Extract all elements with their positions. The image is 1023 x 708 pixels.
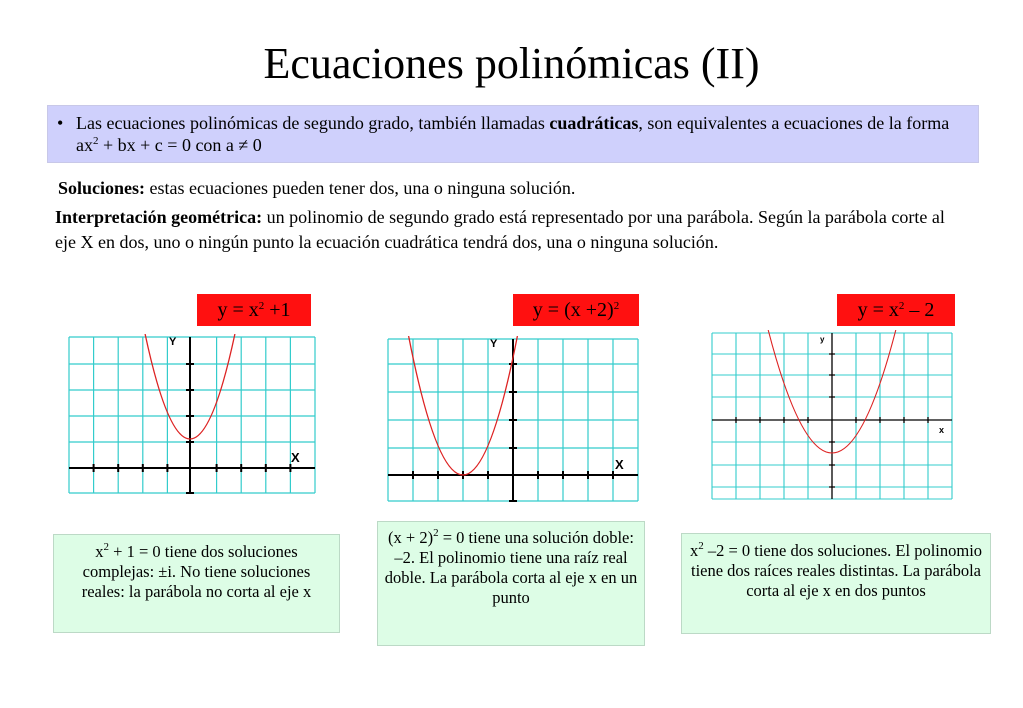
graph-3-caption-a: x	[689, 541, 699, 560]
graph-1-plot	[66, 334, 318, 496]
graph-2-plot	[385, 336, 641, 504]
definition-text-b: , son equivalentes a ecuaciones de la forma ax	[76, 113, 950, 155]
graph-3-equation-label	[837, 294, 955, 326]
solutions-text: estas ecuaciones pueden tener dos, una o ninguna solución.	[145, 178, 576, 198]
graph-2-x-axis-label: X	[615, 457, 624, 472]
graph-1-label-exponent: 2	[258, 300, 265, 312]
graph-3-caption-exponent: 2	[698, 540, 704, 552]
page-title: Ecuaciones polinómicas (II)	[263, 39, 760, 88]
graph-2-label-exponent: 2	[613, 300, 620, 312]
solutions-line	[58, 177, 958, 199]
solutions-label: Soluciones:	[58, 178, 146, 198]
bullet-marker: •	[57, 113, 64, 133]
interpretation-label: Interpretación geométrica:	[55, 207, 263, 227]
graph-2-caption-exponent: 2	[433, 527, 439, 539]
definition-text	[76, 112, 956, 156]
graph-1-caption-a: x	[95, 542, 104, 561]
graph-3-label-exponent: 2	[898, 300, 905, 312]
graph-1-x-axis-label: X	[291, 450, 300, 465]
graph-2-caption	[377, 521, 645, 646]
graph-3-label-a: y = x	[857, 299, 899, 321]
graph-1-caption	[53, 534, 340, 633]
graph-3-plot	[709, 330, 955, 502]
graph-3-y-axis-label: y	[820, 335, 825, 344]
graph-1-caption-exponent: 2	[103, 541, 110, 553]
graph-3-x-axis-label: x	[939, 425, 945, 435]
graph-1-label-a: y = x	[217, 299, 259, 321]
graph-1-caption-b: + 1 = 0 tiene dos soluciones complejas: ±i. No tiene soluciones reales: la parábola no corta al eje x	[81, 542, 312, 601]
graph-2-equation-label	[513, 294, 639, 326]
graph-1-label-b: +1	[264, 299, 291, 321]
graph-3-caption	[681, 533, 991, 634]
definition-bold-term: cuadráticas	[549, 113, 639, 133]
interpretation-text: un polinomio de segundo grado está representado por una parábola. Según la parábola corte al eje X en dos, uno o ningún punto la ecuación cuadrática tendrá dos, una o ninguna solución.	[55, 207, 945, 252]
graph-3-caption-b: –2 = 0 tiene dos soluciones. El polinomio tiene dos raíces reales distintas. La parábola corta al eje x en dos puntos	[690, 541, 983, 600]
interpretation-paragraph	[55, 205, 960, 255]
graph-1-y-axis-label: Y	[169, 336, 177, 348]
graph-1-equation-label	[197, 294, 311, 326]
graph-2-label-a: y = (x +2)	[532, 299, 614, 321]
definition-exponent: 2	[93, 135, 99, 147]
definition-text-a: Las ecuaciones polinómicas de segundo grado, también llamadas	[76, 113, 550, 133]
definition-text-c: + bx + c = 0 con a ≠ 0	[98, 135, 262, 155]
graph-2-caption-a: (x + 2)	[388, 528, 434, 547]
graph-2-caption-b: = 0 tiene una solución doble: –2. El polinomio tiene una raíz real doble. La parábola corta al eje x en un punto	[384, 528, 638, 607]
graph-2-y-axis-label: Y	[490, 338, 498, 350]
graph-3-label-b: – 2	[904, 299, 935, 321]
